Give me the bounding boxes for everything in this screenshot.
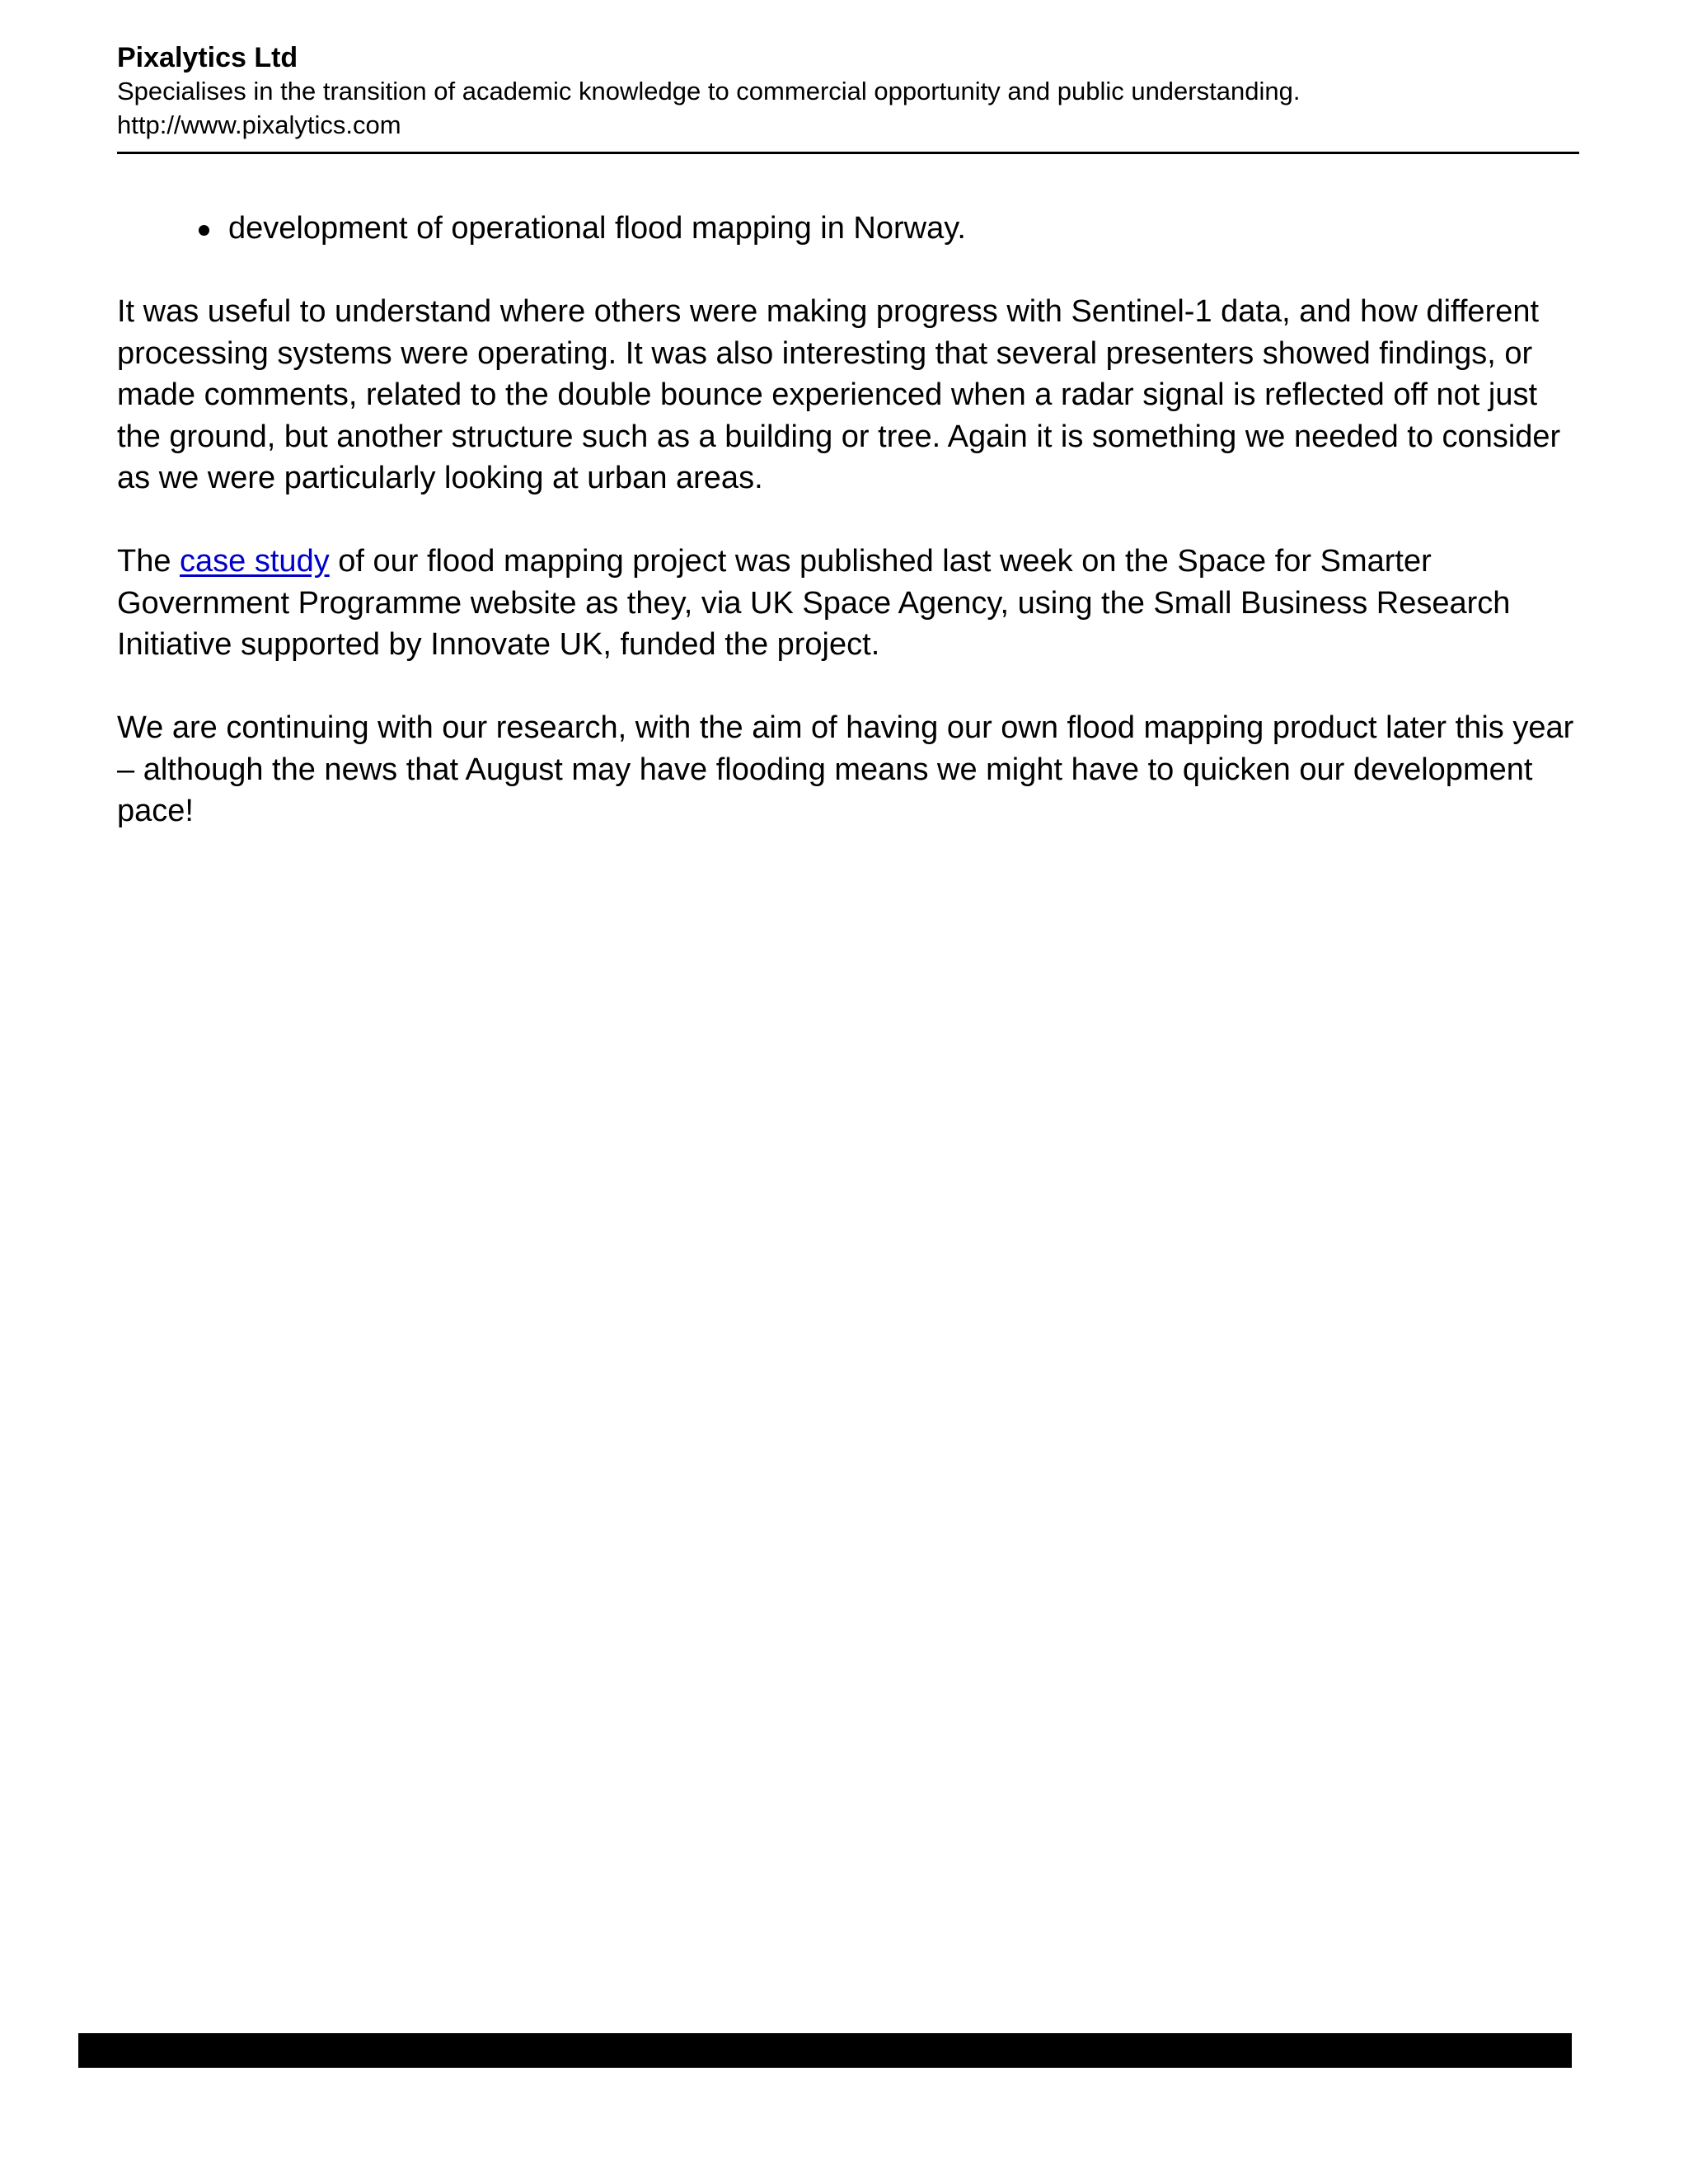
paragraph-continuing-research: We are continuing with our research, with the aim of having our own flood mapping product later this year – although the news that August may have flooding means we might have to quicken our development pace! bbox=[117, 710, 1574, 828]
case-study-link[interactable]: case study bbox=[180, 544, 330, 579]
paragraph-case-study bbox=[117, 541, 1584, 666]
bullet-icon bbox=[199, 225, 209, 236]
website-url: http://www.pixalytics.com bbox=[117, 110, 401, 139]
paragraph-text: of our flood mapping project was published last week on the Space for Smarter Government Programme website as they, via UK Space Agency, using the Small Business Research Initiative supported by Innovate UK, funded the project. bbox=[117, 544, 1511, 662]
bullet-list bbox=[117, 208, 1584, 250]
article-body bbox=[117, 208, 1584, 832]
paragraph-text: The bbox=[117, 544, 181, 579]
footer-bar bbox=[78, 2033, 1572, 2068]
company-name: Pixalytics Ltd bbox=[117, 42, 298, 73]
list-item bbox=[117, 208, 1584, 250]
company-tagline: Specialises in the transition of academic knowledge to commercial opportunity and public understanding. bbox=[117, 77, 1301, 105]
header-divider bbox=[117, 152, 1579, 154]
page-header bbox=[117, 41, 1579, 142]
paragraph-sentinel-progress: It was useful to understand where others were making progress with Sentinel-1 data, and how different processing systems were operating. It was also interesting that several presenters showed findings, or made comments, related to the double bounce experienced when a radar signal is reflected off not just the ground, but another structure such as a building or tree. Again it is something we needed to consider as we were particularly looking at urban areas. bbox=[117, 294, 1561, 495]
list-item-text: development of operational flood mapping in Norway. bbox=[228, 211, 966, 246]
